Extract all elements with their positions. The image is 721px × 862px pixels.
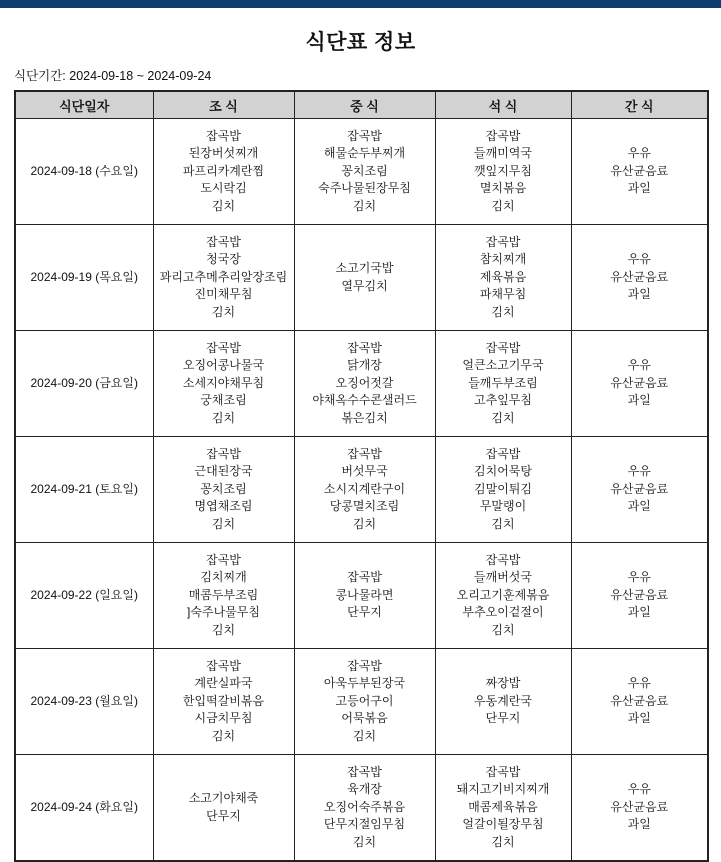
menu-item: 청국장 [206, 252, 241, 267]
menu-item: 유산균음료 [610, 375, 669, 390]
menu-item: 과일 [627, 605, 651, 620]
breakfast-cell [153, 543, 294, 649]
snack-cell [571, 437, 708, 543]
snack-cell [571, 543, 708, 649]
dinner-cell [435, 649, 571, 755]
menu-item: 해물순두부찌개 [323, 146, 406, 161]
menu-item: 우유 [627, 358, 651, 373]
menu-item: 잡곡밥 [347, 341, 382, 356]
lunch-cell [294, 755, 435, 862]
menu-item: 한입떡갈비볶음 [182, 693, 265, 708]
table-row [15, 755, 708, 862]
table-row [15, 225, 708, 331]
menu-item: 잡곡밥 [485, 447, 521, 462]
snack-cell [571, 119, 708, 225]
meal-period-label: 식단기간: 2024-09-18 ~ 2024-09-24 [14, 69, 212, 83]
menu-item: 오징어콩나물국 [182, 358, 265, 373]
lunch-cell [294, 543, 435, 649]
menu-item: 김말이튀김 [474, 481, 532, 496]
menu-item: 과일 [627, 393, 651, 408]
table-row [15, 543, 708, 649]
menu-item: 참치찌개 [479, 252, 527, 267]
table-row [15, 119, 708, 225]
menu-item: 잡곡밥 [347, 129, 382, 144]
snack-cell [571, 331, 708, 437]
menu-item: 고추잎무침 [474, 393, 532, 408]
menu-item: 우유 [627, 676, 651, 691]
menu-item: 잡곡밥 [206, 235, 241, 250]
menu-item: 김치 [352, 198, 377, 213]
menu-item: 무말랭이 [479, 499, 527, 514]
menu-item: 콩나물라면 [335, 587, 394, 602]
menu-item: 단무지 [347, 605, 382, 620]
menu-item: 소고기국밥 [335, 261, 394, 276]
menu-item: 잡곡밥 [485, 765, 521, 780]
menu-table-header [15, 91, 708, 119]
breakfast-cell [153, 119, 294, 225]
menu-item: 김치 [211, 198, 236, 213]
menu-item: 김치찌개 [200, 570, 247, 585]
menu-item: 시금치무침 [194, 711, 253, 726]
menu-item: 육개장 [347, 782, 382, 797]
menu-item: 야채옥수수콘샐러드 [312, 393, 417, 408]
menu-item: 파채무침 [479, 287, 527, 302]
menu-item: 얼큰소고기무국 [462, 358, 544, 373]
menu-item: 오징어젓갈 [335, 375, 394, 390]
date-cell: 2024-09-18 (수요일) [15, 119, 153, 225]
menu-item: 잡곡밥 [206, 447, 241, 462]
dinner-cell [435, 225, 571, 331]
menu-item: 숙주나물된장무침 [318, 181, 411, 196]
menu-item: 꽁치조림 [200, 481, 247, 496]
menu-item: 유산균음료 [610, 693, 669, 708]
date-cell: 2024-09-21 (토요일) [15, 437, 153, 543]
menu-table-body [15, 119, 708, 862]
menu-item: 김치 [352, 834, 377, 849]
dinner-cell [435, 755, 571, 862]
menu-item: 과일 [627, 499, 651, 514]
menu-item: 아욱두부된장국 [323, 676, 406, 691]
menu-item: 김치어묵탕 [474, 464, 532, 479]
menu-item: 오징어숙주볶음 [323, 799, 406, 814]
dinner-cell [435, 543, 571, 649]
menu-item: 유산균음료 [610, 481, 669, 496]
menu-item: 도시락김 [200, 181, 247, 196]
menu-item: 우동계란국 [474, 693, 532, 708]
menu-item: 잡곡밥 [206, 553, 241, 568]
menu-item: 당콩멸치조림 [329, 499, 400, 514]
table-row [15, 437, 708, 543]
menu-item: 김치 [491, 410, 515, 425]
menu-item: 김치 [211, 622, 236, 637]
menu-item: 잡곡밥 [485, 129, 521, 144]
menu-item: ]숙주나물무침 [187, 605, 260, 620]
menu-item: 김치 [491, 834, 515, 849]
menu-item: 과일 [627, 711, 651, 726]
breakfast-cell [153, 755, 294, 862]
menu-item: 잡곡밥 [485, 341, 521, 356]
menu-item: 오리고기훈제볶음 [456, 587, 550, 602]
menu-item: 돼지고기비지찌개 [456, 782, 550, 797]
menu-item: 잡곡밥 [347, 570, 382, 585]
menu-item: 멸치볶음 [479, 181, 527, 196]
menu-item: 진미채무침 [194, 287, 253, 302]
menu-item: 들깨두부조림 [468, 375, 538, 390]
menu-item: 꽁치조림 [341, 163, 388, 178]
snack-cell [571, 649, 708, 755]
menu-item: 꽈리고추메추리알장조림 [159, 269, 288, 284]
menu-item: 버섯무국 [341, 464, 388, 479]
table-row [15, 331, 708, 437]
menu-item: 김치 [491, 198, 515, 213]
menu-item: 잡곡밥 [485, 553, 521, 568]
top-accent-bar [0, 0, 721, 8]
lunch-cell [294, 119, 435, 225]
lunch-cell [294, 437, 435, 543]
menu-item: 우유 [627, 464, 651, 479]
header-row [15, 91, 708, 119]
column-header-snack: 간 식 [571, 91, 708, 119]
menu-item: 궁채조림 [200, 393, 247, 408]
menu-item: 매콤제육볶음 [468, 799, 538, 814]
column-header-breakfast: 조 식 [153, 91, 294, 119]
menu-item: 고등어구이 [335, 693, 394, 708]
menu-item: 김치 [352, 516, 377, 531]
menu-item: 잡곡밥 [206, 129, 241, 144]
menu-item: 우유 [627, 252, 651, 267]
dinner-cell [435, 331, 571, 437]
column-header-lunch: 중 식 [294, 91, 435, 119]
menu-item: 김치 [491, 304, 515, 319]
menu-item: 유산균음료 [610, 587, 669, 602]
menu-item: 들깨버섯국 [474, 570, 532, 585]
lunch-cell [294, 225, 435, 331]
menu-item: 깻잎지무침 [474, 163, 532, 178]
menu-item: 단무지절임무침 [323, 817, 406, 832]
menu-item: 잡곡밥 [206, 341, 241, 356]
menu-item: 단무지 [485, 711, 521, 726]
menu-item: 들깨미역국 [474, 146, 532, 161]
menu-item: 열무김치 [341, 278, 388, 293]
menu-item: 볶은김치 [341, 410, 388, 425]
lunch-cell [294, 649, 435, 755]
breakfast-cell [153, 437, 294, 543]
menu-item: 우유 [627, 570, 651, 585]
menu-item: 명엽채조림 [194, 499, 253, 514]
breakfast-cell [153, 225, 294, 331]
snack-cell [571, 755, 708, 862]
menu-item: 유산균음료 [610, 799, 669, 814]
menu-item: 김치 [491, 516, 515, 531]
date-cell: 2024-09-20 (금요일) [15, 331, 153, 437]
breakfast-cell [153, 331, 294, 437]
snack-cell [571, 225, 708, 331]
menu-item: 우유 [627, 146, 651, 161]
menu-item: 닭개장 [347, 358, 382, 373]
menu-item: 우유 [627, 782, 651, 797]
menu-item: 과일 [627, 287, 651, 302]
menu-item: 김치 [211, 516, 236, 531]
menu-item: 소시지계란구이 [323, 481, 406, 496]
menu-item: 유산균음료 [610, 269, 669, 284]
column-header-date: 식단일자 [15, 91, 153, 119]
breakfast-cell [153, 649, 294, 755]
menu-item: 근대된장국 [194, 464, 253, 479]
menu-item: 제육볶음 [479, 269, 527, 284]
menu-item: 부추오이겉절이 [462, 605, 544, 620]
menu-item: 잡곡밥 [206, 659, 241, 674]
date-cell: 2024-09-24 (화요일) [15, 755, 153, 862]
date-cell: 2024-09-23 (월요일) [15, 649, 153, 755]
menu-item: 된장버섯찌개 [188, 146, 259, 161]
lunch-cell [294, 331, 435, 437]
menu-item: 매콤두부조림 [188, 587, 259, 602]
meal-plan-table [14, 90, 709, 862]
menu-item: 과일 [627, 181, 651, 196]
menu-item: 잡곡밥 [347, 765, 382, 780]
menu-item: 얼갈이될장무침 [462, 817, 544, 832]
column-header-dinner: 석 식 [435, 91, 571, 119]
menu-item: 유산균음료 [610, 163, 669, 178]
page-title: 식단표 정보 [305, 31, 416, 54]
menu-item: 김치 [352, 728, 377, 743]
menu-item: 김치 [211, 410, 236, 425]
menu-item: 소세지야채무침 [182, 375, 265, 390]
menu-item: 잡곡밥 [347, 659, 382, 674]
menu-item: 파프리카계란찜 [182, 163, 265, 178]
menu-item: 잡곡밥 [347, 447, 382, 462]
table-row [15, 649, 708, 755]
date-cell: 2024-09-22 (일요일) [15, 543, 153, 649]
dinner-cell [435, 119, 571, 225]
menu-item: 잡곡밥 [485, 235, 521, 250]
menu-item: 계란실파국 [194, 676, 253, 691]
menu-item: 짜장밥 [485, 676, 521, 691]
menu-item: 과일 [627, 817, 651, 832]
menu-item: 김치 [211, 304, 236, 319]
menu-item: 김치 [491, 622, 515, 637]
dinner-cell [435, 437, 571, 543]
menu-item: 소고기야채죽 [188, 791, 259, 806]
menu-item: 어묵볶음 [341, 711, 388, 726]
menu-item: 단무지 [206, 808, 241, 823]
date-cell: 2024-09-19 (목요일) [15, 225, 153, 331]
menu-item: 김치 [211, 728, 236, 743]
